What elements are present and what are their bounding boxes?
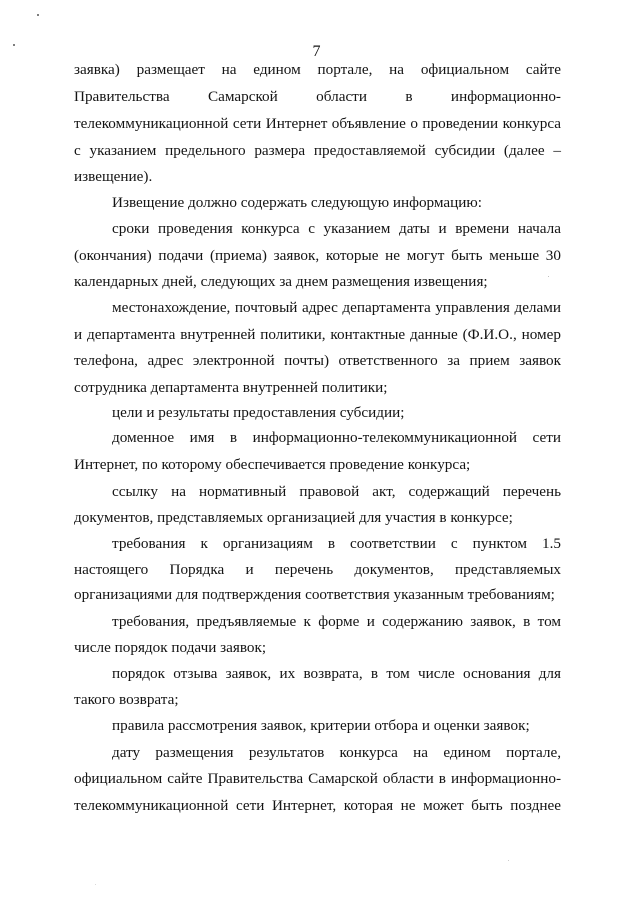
text-line: требования, предъявляемые к форме и содержанию заявок, в том: [112, 613, 561, 630]
text-line: заявка) размещает на едином портале, на официальном сайте: [74, 61, 561, 78]
text-line: документов, представляемых организацией для участия в конкурсе;: [74, 509, 513, 526]
text-line: доменное имя в информационно-телекоммуникационной сети: [112, 429, 561, 446]
text-line: телекоммуникационной сети Интернет, которая не может быть позднее: [74, 797, 561, 814]
scan-speck: [548, 276, 549, 277]
scan-speck: [95, 884, 96, 885]
text-line: настоящего Порядка и перечень документов, представляемых: [74, 561, 561, 578]
text-line: такого возврата;: [74, 691, 179, 708]
scan-speck: [37, 14, 39, 16]
text-line: дату размещения результатов конкурса на едином портале,: [112, 744, 561, 761]
text-line: телефона, адрес электронной почты) ответственного за прием заявок: [74, 352, 561, 369]
text-line: официальном сайте Правительства Самарской области в информационно-: [74, 770, 561, 787]
text-line: сроки проведения конкурса с указанием даты и времени начала: [112, 220, 561, 237]
scan-speck: [508, 860, 509, 861]
text-line: календарных дней, следующих за днем размещения извещения;: [74, 273, 488, 290]
text-line: телекоммуникационной сети Интернет объявление о проведении конкурса: [74, 115, 561, 132]
text-line: требования к организациям в соответствии с пунктом 1.5: [112, 535, 561, 552]
text-line: сотрудника департамента внутренней политики;: [74, 379, 388, 396]
text-line: и департамента внутренней политики, контактные данные (Ф.И.О., номер: [74, 326, 561, 343]
text-line: с указанием предельного размера предоставляемой субсидии (далее –: [74, 142, 561, 159]
text-line: правила рассмотрения заявок, критерии отбора и оценки заявок;: [112, 717, 530, 734]
text-line: числе порядок подачи заявок;: [74, 639, 267, 656]
scan-speck: [13, 44, 15, 46]
text-line: (окончания) подачи (приема) заявок, которые не могут быть меньше 30: [74, 247, 561, 264]
text-line: организациями для подтверждения соответствия указанным требованиям;: [74, 586, 555, 603]
text-line: Интернет, по которому обеспечивается проведение конкурса;: [74, 456, 471, 473]
text-line: ссылку на нормативный правовой акт, содержащий перечень: [112, 483, 561, 500]
text-line: извещение).: [74, 168, 153, 185]
page-number: 7: [312, 43, 321, 60]
text-line: местонахождение, почтовый адрес департамента управления делами: [112, 299, 561, 316]
text-line: порядок отзыва заявок, их возврата, в том числе основания для: [112, 665, 561, 682]
text-line: Извещение должно содержать следующую информацию:: [112, 194, 482, 211]
text-line: цели и результаты предоставления субсидии;: [112, 404, 405, 421]
text-line: Правительства Самарской области в информационно-: [74, 88, 561, 105]
